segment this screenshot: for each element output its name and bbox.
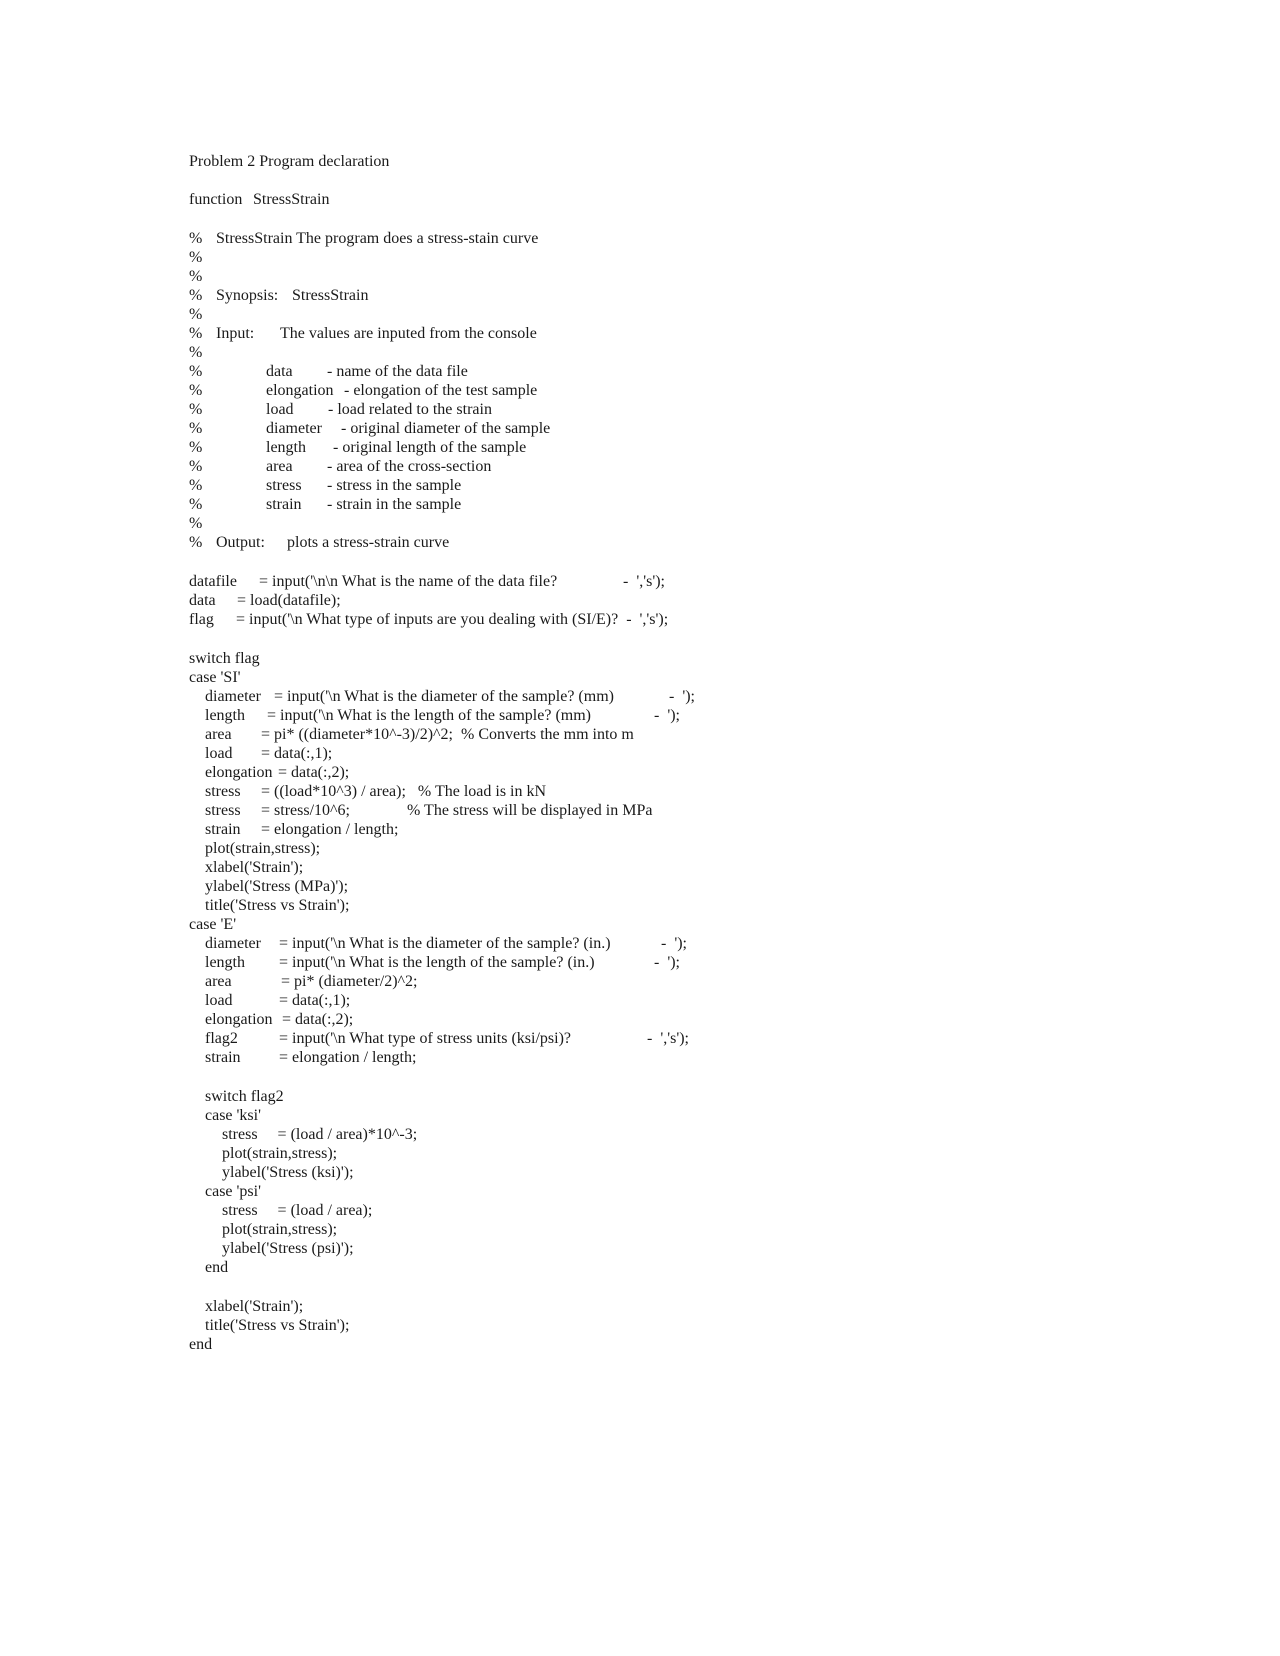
synopsis-label: Synopsis: — [216, 287, 279, 304]
program-description: StressStrain The program does a stress-stain curve — [216, 230, 539, 247]
code-line: ylabel('Stress (ksi)'); — [222, 1164, 354, 1181]
comment-line: % Output: plots a stress-strain curve — [189, 534, 450, 551]
comment-line: % — [189, 249, 203, 266]
variable-name: area — [266, 458, 293, 475]
case-si: case 'SI' — [189, 669, 241, 686]
comment-line: % Synopsis: StressStrain — [189, 287, 369, 304]
variable-comment-line: % elongation - elongation of the test sample — [189, 382, 538, 399]
case-psi: case 'psi' — [205, 1183, 261, 1200]
comment-line: % StressStrain The program does a stress-stain curve — [189, 230, 539, 247]
variable-name: load — [266, 401, 294, 418]
variable-name: strain — [266, 496, 302, 513]
variable-description: - strain in the sample — [327, 496, 462, 513]
code-line: plot(strain,stress); — [222, 1221, 338, 1238]
case-e: case 'E' — [189, 916, 237, 933]
code-line: plot(strain,stress); — [205, 840, 321, 857]
variable-comment-line: % area - area of the cross-section — [189, 458, 492, 475]
function-declaration — [189, 190, 330, 209]
code-line: area = pi* (diameter/2)^2; — [205, 973, 418, 990]
switch-statement-inner: switch flag2 — [205, 1088, 284, 1105]
variable-comment-line: % diameter - original diameter of the sample — [189, 420, 551, 437]
variable-comment-line: % strain - strain in the sample — [189, 496, 462, 513]
variable-description: - original diameter of the sample — [341, 420, 551, 437]
code-line: data = load(datafile); — [189, 592, 341, 609]
code-line: strain = elongation / length; — [205, 821, 399, 838]
code-line: title('Stress vs Strain'); — [205, 897, 350, 914]
comment-line: % Input: The values are inputed from the console — [189, 325, 537, 342]
code-line: elongation = data(:,2); — [205, 1011, 354, 1028]
code-line: elongation = data(:,2); — [205, 764, 350, 781]
synopsis-value: StressStrain — [292, 287, 369, 304]
variable-comment-line: % load - load related to the strain — [189, 401, 492, 418]
variable-name: elongation — [266, 382, 334, 399]
code-line: title('Stress vs Strain'); — [205, 1317, 350, 1334]
variable-name: length — [266, 439, 306, 456]
code-line: area = pi* ((diameter*10^-3)/2)^2; % Converts the mm into m — [205, 726, 634, 743]
input-label: Input: — [216, 325, 255, 342]
code-line: stress = ((load*10^3) / area); % The load is in kN — [205, 783, 547, 800]
code-line: flag2 = input('\n What type of stress units (ksi/psi)? - ','s'); — [205, 1030, 689, 1047]
code-line: xlabel('Strain'); — [205, 1298, 304, 1315]
code-line: diameter = input('\n What is the diameter of the sample? (mm) - '); — [205, 688, 695, 705]
function-keyword: function — [189, 191, 243, 208]
comment-line: % — [189, 268, 203, 285]
comment-line: % — [189, 306, 203, 323]
variable-name: diameter — [266, 420, 322, 437]
code-line: stress = stress/10^6; % The stress will be displayed in MPa — [205, 802, 653, 819]
code-line: xlabel('Strain'); — [205, 859, 304, 876]
code-line: length = input('\n What is the length of the sample? (mm) - '); — [205, 707, 680, 724]
variable-description: - load related to the strain — [328, 401, 492, 418]
code-line: plot(strain,stress); — [222, 1145, 338, 1162]
outer-end: end — [189, 1336, 213, 1353]
variable-description: - original length of the sample — [333, 439, 527, 456]
comment-line: % — [189, 344, 203, 361]
code-line: strain = elongation / length; — [205, 1049, 417, 1066]
variable-name: data — [266, 363, 293, 380]
code-line: load = data(:,1); — [205, 992, 351, 1009]
code-line: datafile = input('\n\n What is the name of the data file? - ','s'); — [189, 573, 665, 590]
code-line: ylabel('Stress (psi)'); — [222, 1240, 354, 1257]
variable-name: stress — [266, 477, 302, 494]
code-line: ylabel('Stress (MPa)'); — [205, 878, 349, 895]
code-line: flag = input('\n What type of inputs are you dealing with (SI/E)? - ','s'); — [189, 611, 669, 628]
code-line: load = data(:,1); — [205, 745, 333, 762]
document-title: Problem 2 Program declaration — [189, 153, 390, 170]
variable-comment-line: % stress - stress in the sample — [189, 477, 462, 494]
output-label: Output: — [216, 534, 265, 551]
code-line: stress = (load / area); — [222, 1202, 373, 1219]
function-name: StressStrain — [253, 191, 330, 208]
code-line: stress = (load / area)*10^-3; — [222, 1126, 418, 1143]
switch-statement: switch flag — [189, 650, 260, 667]
variable-comment-line: % length - original length of the sample — [189, 439, 527, 456]
output-value: plots a stress-strain curve — [287, 534, 450, 551]
code-line: diameter = input('\n What is the diameter of the sample? (in.) - '); — [205, 935, 687, 952]
variable-description: - stress in the sample — [327, 477, 462, 494]
input-value: The values are inputed from the console — [280, 325, 537, 342]
comment-line: % — [189, 515, 203, 532]
inner-end: end — [205, 1259, 229, 1276]
variable-description: - elongation of the test sample — [344, 382, 538, 399]
case-ksi: case 'ksi' — [205, 1107, 261, 1124]
code-line: length = input('\n What is the length of the sample? (in.) - '); — [205, 954, 680, 971]
variable-description: - name of the data file — [327, 363, 468, 380]
variable-description: - area of the cross-section — [327, 458, 492, 475]
variable-comment-line: % data - name of the data file — [189, 363, 468, 380]
